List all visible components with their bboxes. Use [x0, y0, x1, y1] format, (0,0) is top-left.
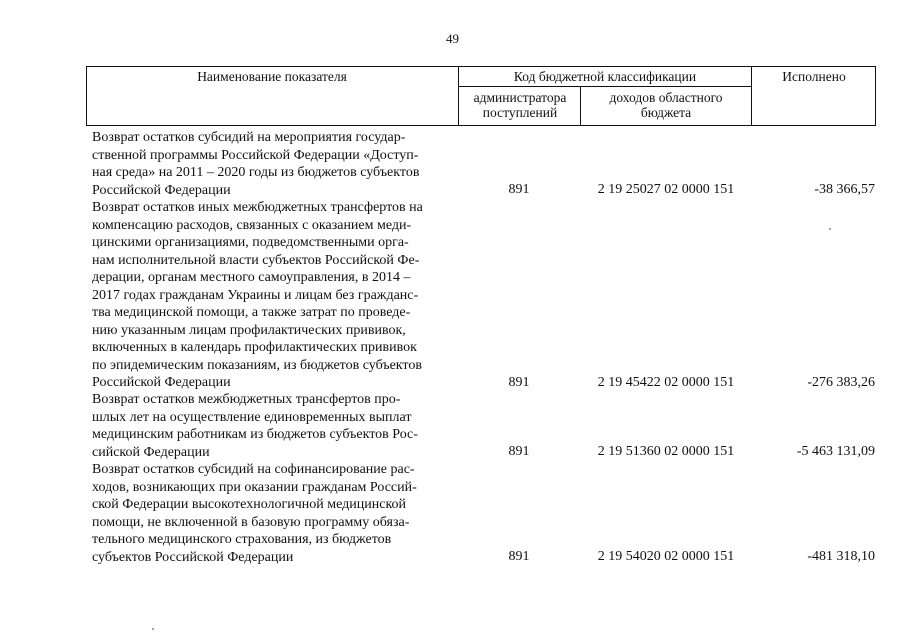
- table-row-amount: -38 366,57: [814, 182, 875, 197]
- table-row-code: 2 19 25027 02 0000 151: [597, 182, 735, 197]
- header-admin-col: администратора поступлений: [473, 90, 567, 120]
- table-row-code: 2 19 54020 02 0000 151: [597, 549, 735, 564]
- table-row-code: 2 19 51360 02 0000 151: [597, 444, 735, 459]
- header-code-group: Код бюджетной классификации: [513, 69, 697, 84]
- page-number: 49: [446, 31, 459, 46]
- table-row-name: Возврат остатков субсидий на мероприятия государ- ственной программы Российской Федерации «Доступ- ная среда» на 2011 – 2020 годы из бюджетов субъектов Российской Федерации: [92, 130, 420, 198]
- table-row-amount: -481 318,10: [807, 549, 875, 564]
- table-row-name: Возврат остатков субсидий на софинансирование рас- ходов, возникающих при оказании гражданам Россий- ской Федерации высокотехнологичной медицинской помощи, не включенной в базовую программу обяза- тельного медицинского страхования, из бюджетов субъектов Российской Федерации: [92, 462, 417, 565]
- table-row-name: Возврат остатков межбюджетных трансфертов про- шлых лет на осуществление единовременных выплат медицинским работникам из бюджетов субъектов Рос- сийской Федерации: [92, 392, 418, 460]
- table-row-admin: 891: [508, 375, 530, 390]
- table-row-code: 2 19 45422 02 0000 151: [597, 375, 735, 390]
- table-row-admin: 891: [508, 182, 530, 197]
- subcolumn-divider: [580, 86, 581, 126]
- table-row-admin: 891: [508, 549, 530, 564]
- table-row-name: Возврат остатков иных межбюджетных трансфертов на компенсацию расходов, связанных с оказанием меди- цинскими организациями, подведомственными орга- нам исполнительной власти субъектов Российской Фе- дерации, органам местного самоуправления, в 2014 – 2017 годах гражданам Украины и лицам без гражданс- тва медицинской помощи, а также затрат по проведе- нию указанным лицам профилактических прививок, включенных в календарь профилактических прививок по эпидемическим показаниям, из бюджетов субъектов Российской Федерации: [92, 200, 423, 390]
- header-revenue-col: доходов областного бюджета: [609, 90, 723, 120]
- table-row-amount: -276 383,26: [807, 375, 875, 390]
- code-group-divider: [458, 86, 752, 87]
- header-name-col: Наименование показателя: [197, 69, 347, 84]
- scan-speck: [152, 628, 154, 630]
- table-row-amount: -5 463 131,09: [796, 444, 875, 459]
- table-row-admin: 891: [508, 444, 530, 459]
- header-executed-col: Исполнено: [782, 69, 846, 84]
- scan-speck: [829, 228, 831, 230]
